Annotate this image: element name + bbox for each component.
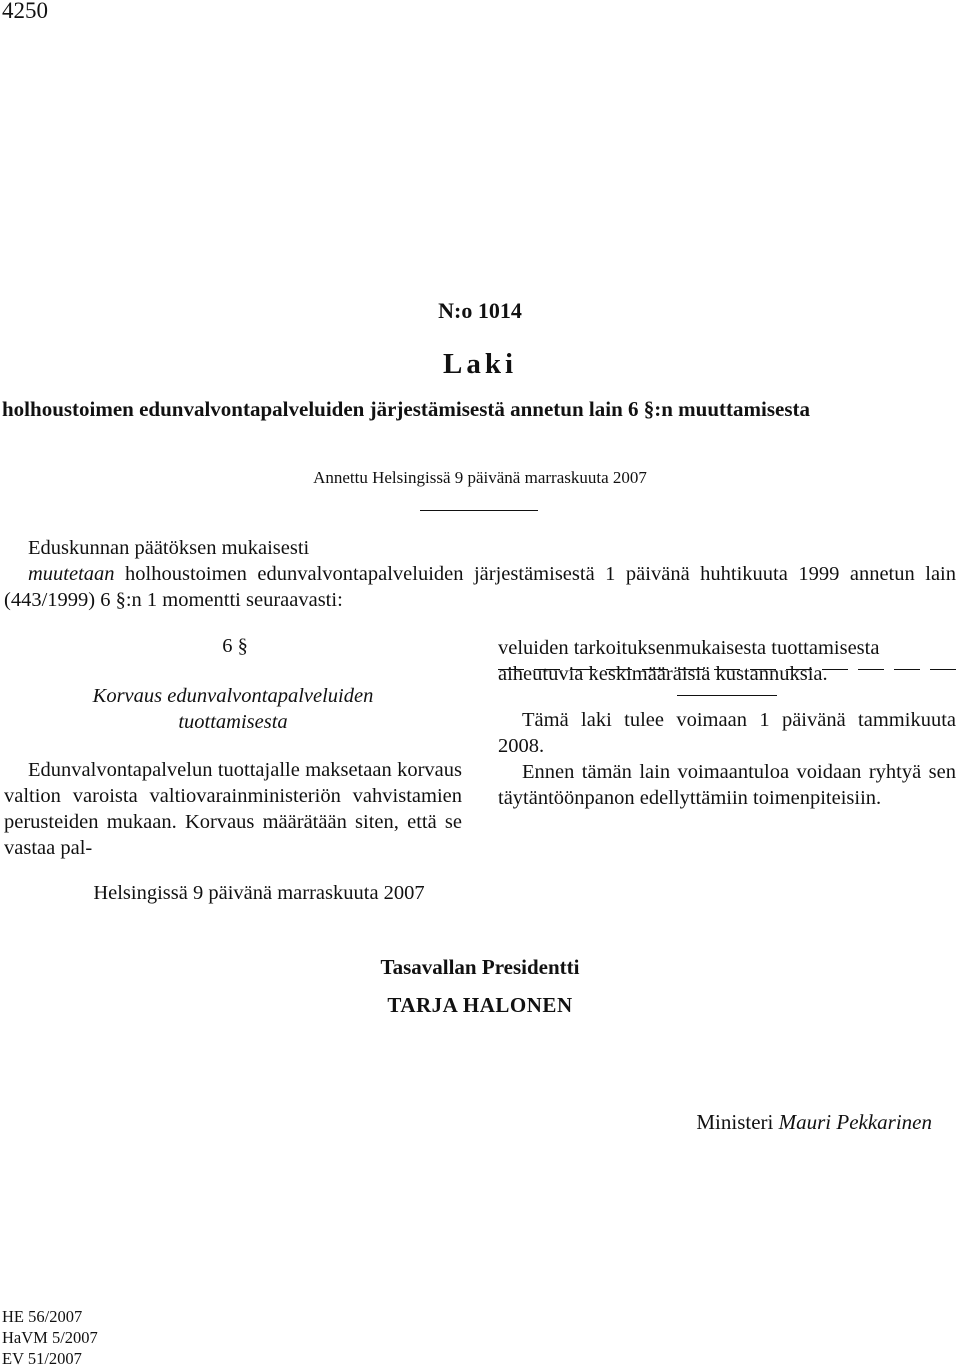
statute-number: N:o 1014: [438, 298, 522, 323]
place-date: Helsingissä 9 päivänä marraskuuta 2007: [93, 882, 425, 904]
section-text-right: [498, 635, 956, 687]
references: [2, 1306, 98, 1369]
minister-title: Ministeri: [696, 1110, 774, 1134]
reference-item: EV 51/2007: [2, 1349, 82, 1368]
preamble-amendment: [4, 561, 956, 613]
president-name: TARJA HALONEN: [387, 993, 573, 1017]
president-title: Tasavallan Presidentti: [380, 955, 580, 979]
section-number: 6 §: [222, 635, 248, 657]
section-heading-line: Korvaus edunvalvontapalveluiden: [92, 685, 374, 707]
minister-signature: [696, 1110, 932, 1135]
preamble-enacting-clause: Eduskunnan päätöksen mukaisesti: [28, 537, 310, 559]
reference-item: HE 56/2007: [2, 1307, 83, 1326]
amend-keyword: muutetaan: [28, 563, 115, 585]
omission-dashes: [498, 669, 956, 670]
entry-into-force: [498, 707, 956, 811]
statute-subject: holhoustoimen edunvalvontapalveluiden järjestämisestä annetun lain 6 §:n muuttamisesta: [2, 397, 810, 421]
section-text-left: Edunvalvontapalvelun tuottajalle maksetaan korvaus valtion varoista valtiovarainministeriön vahvistamien perusteiden mukaan. Korvaus määrätään siten, että se vastaa pal-: [4, 759, 462, 859]
reference-item: HaVM 5/2007: [2, 1328, 98, 1347]
amend-text: holhoustoimen edunvalvontapalveluiden järjestämisestä 1 päivänä huhtikuuta 1999 annetun lain (443/1999) 6 §:n 1 momentti seuraavasti:: [4, 563, 956, 611]
minister-name: Mauri Pekkarinen: [778, 1110, 932, 1134]
page-number: 4250: [2, 0, 48, 23]
entry-into-force-paragraph: Tämä laki tulee voimaan 1 päivänä tammikuuta 2008.: [498, 709, 956, 757]
document-type-heading: Laki: [442, 348, 518, 380]
section-text-continued: veluiden tarkoituksenmukaisesta tuottamisesta aiheutuvia keskimääräisiä kustannuksia.: [498, 637, 880, 685]
given-date: Annettu Helsingissä 9 päivänä marraskuuta 2007: [313, 468, 647, 487]
section-heading: [0, 683, 466, 735]
divider-rule: [420, 510, 538, 511]
section-heading-line: tuottamisesta: [178, 711, 288, 733]
divider-rule: [677, 695, 777, 696]
implementation-paragraph: Ennen tämän lain voimaantuloa voidaan ryhtyä sen täytäntöönpanon edellyttämiin toimenpiteisiin.: [498, 761, 956, 809]
